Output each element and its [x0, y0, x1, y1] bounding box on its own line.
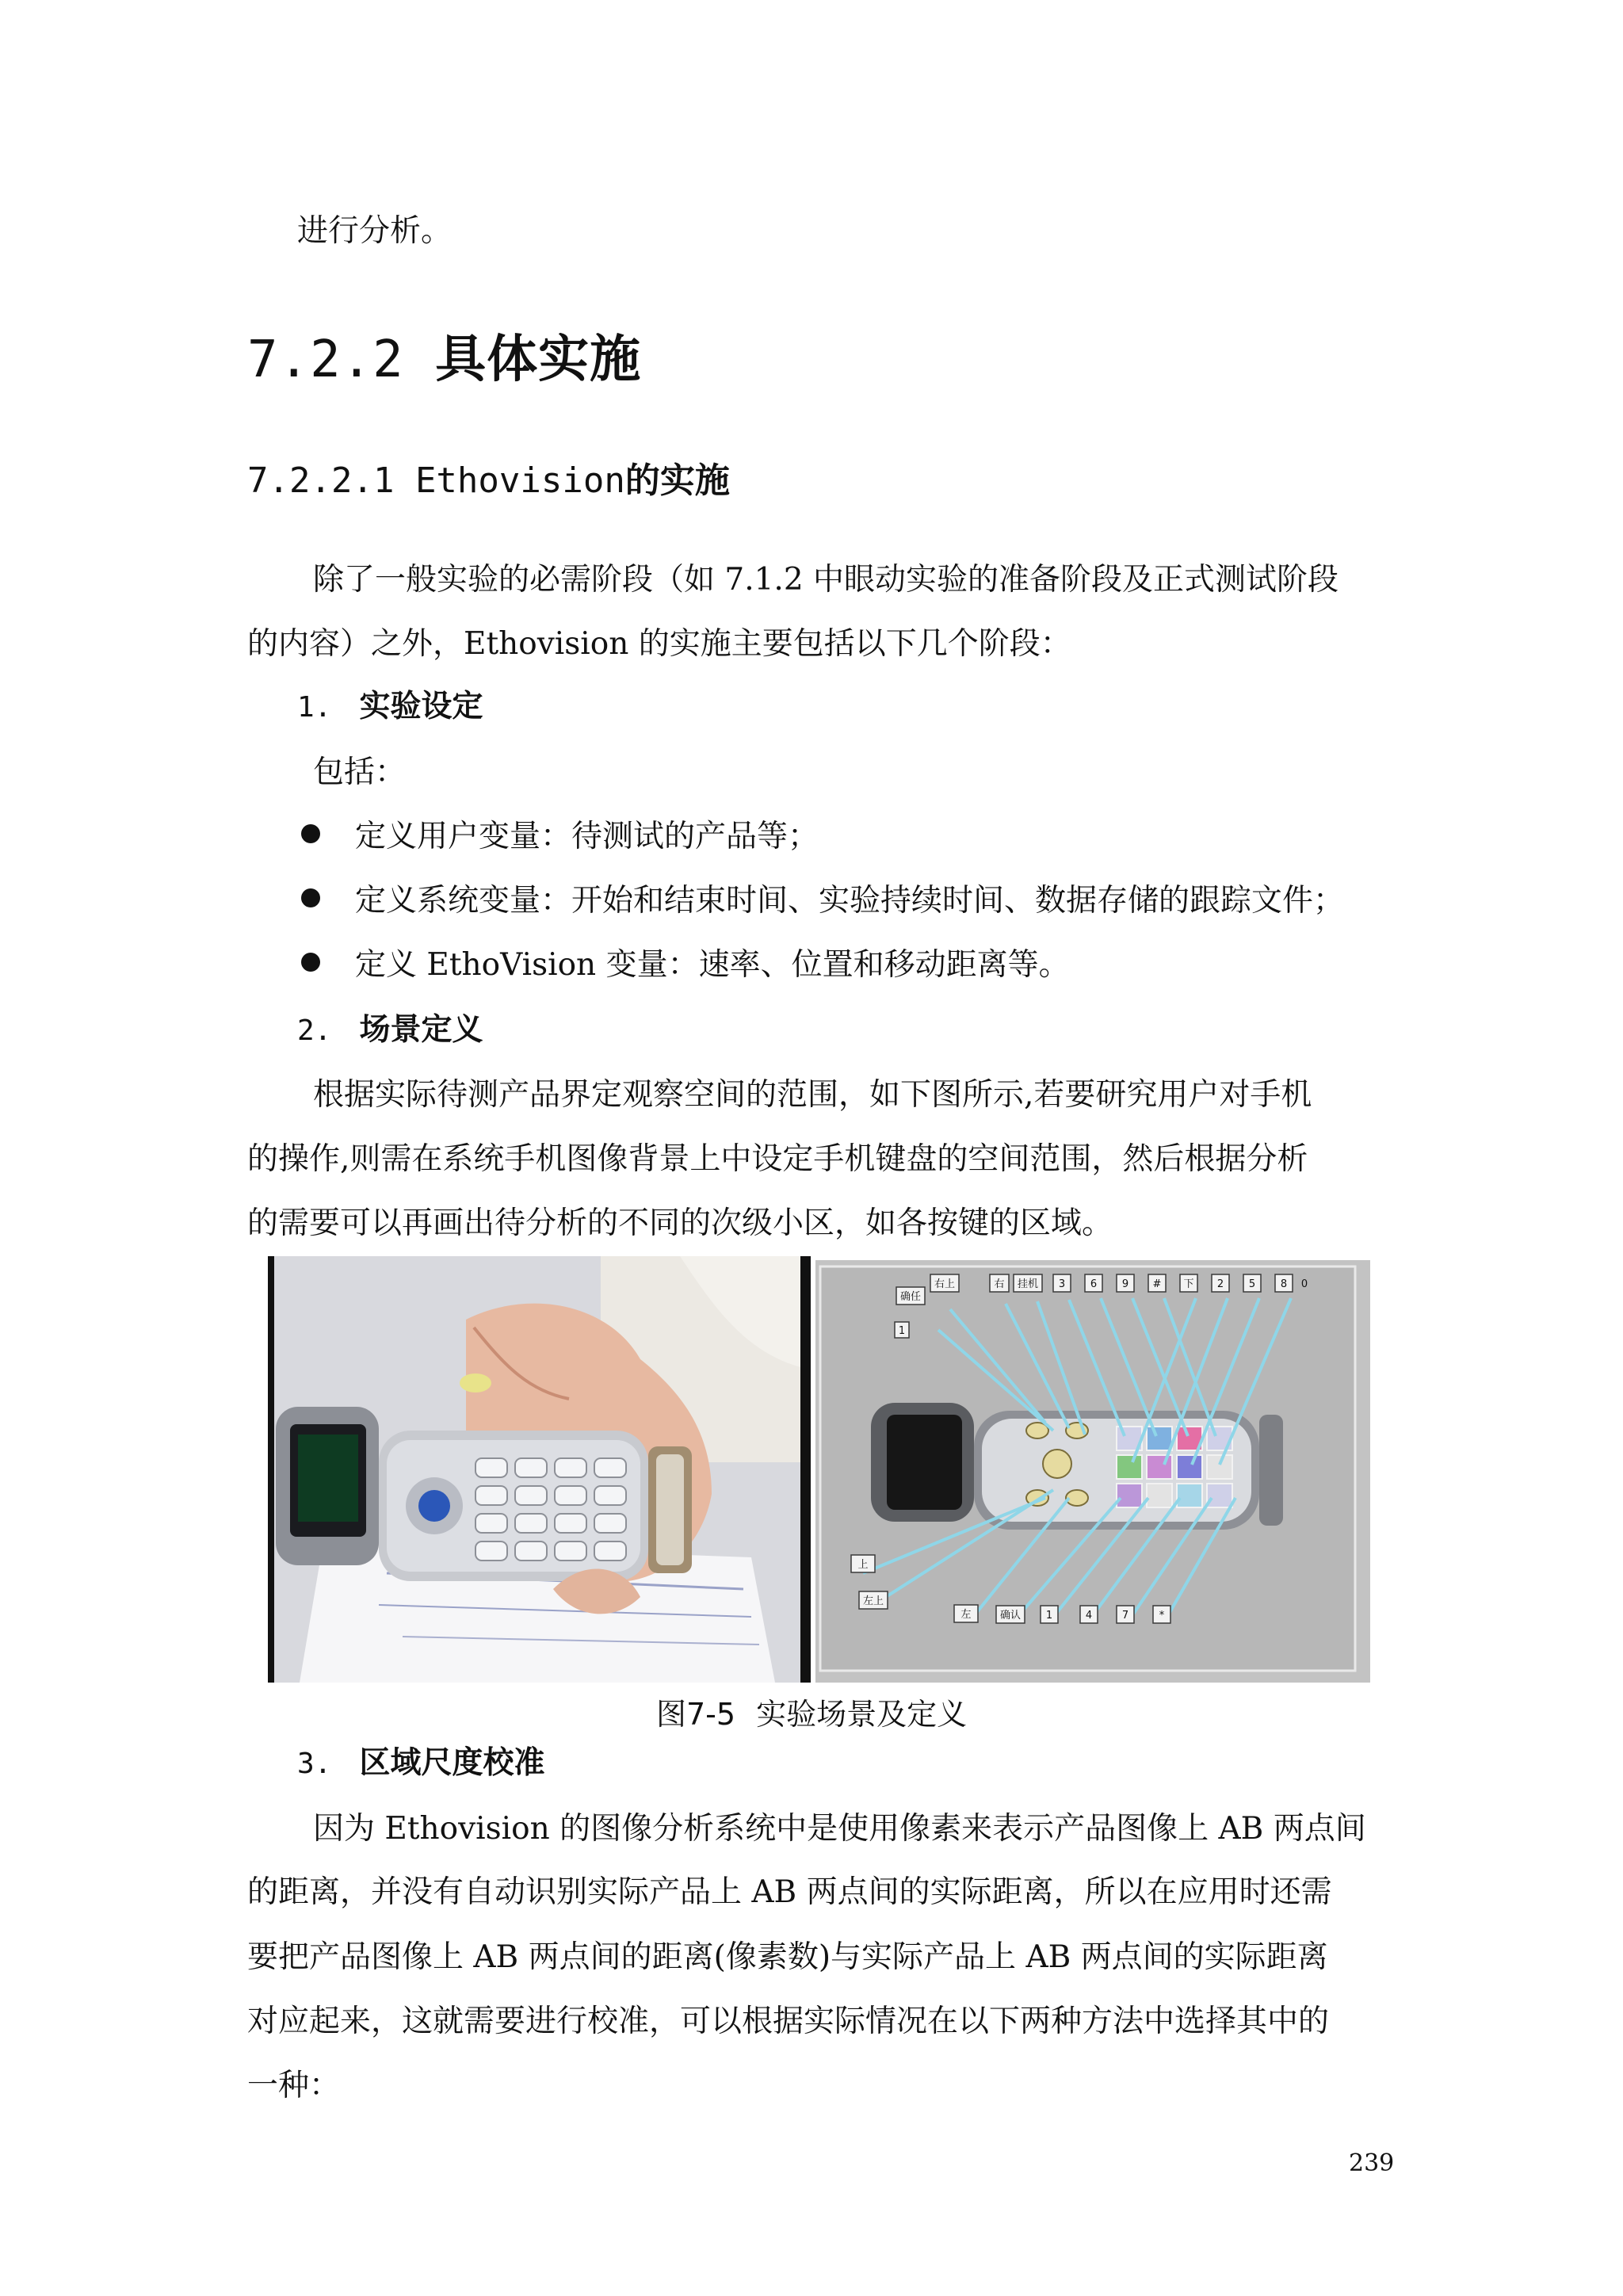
label-top-4: 6	[1090, 1278, 1098, 1290]
label-top-9: 5	[1248, 1278, 1256, 1290]
figure-photo-left	[268, 1256, 811, 1683]
label-top-10: 8	[1280, 1278, 1288, 1290]
label-top-7: 下	[1183, 1278, 1194, 1290]
para2-line1: 根据实际待测产品界定观察空间的范围，如下图所示,若要研究用户对手机	[313, 1077, 1312, 1113]
para3-line5: 一种：	[247, 2068, 341, 2103]
para1-line1: 除了一般实验的必需阶段（如 7.1.2 中眼动实验的准备阶段及正式测试阶段	[313, 562, 1339, 598]
subsection-heading	[247, 452, 730, 502]
label-top-0: 右上	[934, 1278, 956, 1290]
includes-text: 包括：	[313, 755, 407, 790]
subsection-title-cn: 的实施	[624, 460, 730, 501]
zone-definition-screenshot	[815, 1260, 1370, 1683]
step3-number: 3.	[297, 1748, 332, 1780]
label-bottom-1: 左上	[862, 1595, 884, 1607]
para3-line3: 要把产品图像上 AB 两点间的距离(像素数)与实际产品上 AB 两点间的实际距离	[247, 1939, 1328, 1975]
step3-title: 区域尺度校准	[359, 1745, 545, 1781]
figure-screenshot-right	[815, 1260, 1370, 1683]
step1-title: 实验设定	[359, 689, 483, 724]
label-bottom-6: 7	[1121, 1610, 1129, 1622]
section-heading	[247, 319, 641, 392]
hand-phone-photo	[268, 1256, 811, 1683]
para2-line3: 的需要可以再画出待分析的不同的次级小区，如各按键的区域。	[247, 1205, 1113, 1241]
step1-number: 1.	[297, 691, 332, 724]
figure-caption	[656, 1690, 967, 1733]
label-left-top: 确任	[899, 1291, 922, 1303]
intro-tail-text: 进行分析。	[297, 213, 453, 249]
label-top-6: #	[1152, 1278, 1162, 1290]
label-top-5: 9	[1121, 1278, 1129, 1290]
label-top-2: 挂机	[1017, 1278, 1039, 1290]
label-top-1: 右	[994, 1278, 1005, 1290]
para1-line2: 的内容）之外，Ethovision 的实施主要包括以下几个阶段：	[247, 626, 1071, 662]
bullet-text-2: 定义系统变量：开始和结束时间、实验持续时间、数据存储的跟踪文件；	[355, 883, 1345, 919]
para3-line4: 对应起来，这就需要进行校准，可以根据实际情况在以下两种方法中选择其中的	[247, 2004, 1330, 2039]
step2-heading	[297, 1014, 483, 1047]
label-left-top2: 1	[898, 1325, 906, 1337]
step1-heading	[297, 691, 483, 724]
bullet-dot-3	[301, 953, 320, 972]
section-number: 7.2.2	[247, 330, 404, 389]
para3-line2: 的距离，并没有自动识别实际产品上 AB 两点间的实际距离，所以在应用时还需	[247, 1874, 1332, 1910]
step2-number: 2.	[297, 1014, 332, 1047]
label-bottom-5: 4	[1085, 1610, 1093, 1622]
section-title: 具体实施	[435, 330, 642, 389]
label-top-11: 0	[1300, 1278, 1308, 1290]
label-bottom-7: *	[1159, 1610, 1165, 1622]
page-number: 239	[1349, 2149, 1395, 2177]
label-top-8: 2	[1216, 1278, 1224, 1290]
label-bottom-0: 上	[857, 1559, 869, 1571]
label-bottom-2: 左	[960, 1609, 972, 1621]
label-bottom-4: 1	[1045, 1610, 1053, 1622]
figure-caption-number: 图7-5	[656, 1697, 736, 1732]
subsection-title-latin: Ethovision	[414, 460, 625, 501]
bullet-dot-2	[301, 888, 320, 907]
bullet-text-3: 定义 EthoVision 变量：速率、位置和移动距离等。	[355, 947, 1070, 983]
label-bottom-3: 确认	[999, 1610, 1022, 1622]
step2-title: 场景定义	[359, 1012, 483, 1048]
step3-heading	[297, 1745, 545, 1781]
subsection-number: 7.2.2.1	[247, 460, 395, 501]
figure-caption-text: 实验场景及定义	[756, 1697, 968, 1732]
label-top-3: 3	[1058, 1278, 1066, 1290]
bullet-dot-1	[301, 824, 320, 843]
para2-line2: 的操作,则需在系统手机图像背景上中设定手机键盘的空间范围，然后根据分析	[247, 1141, 1308, 1177]
para3-line1: 因为 Ethovision 的图像分析系统中是使用像素来表示产品图像上 AB 两点间	[313, 1811, 1366, 1847]
bullet-text-1: 定义用户变量：待测试的产品等；	[355, 819, 819, 854]
